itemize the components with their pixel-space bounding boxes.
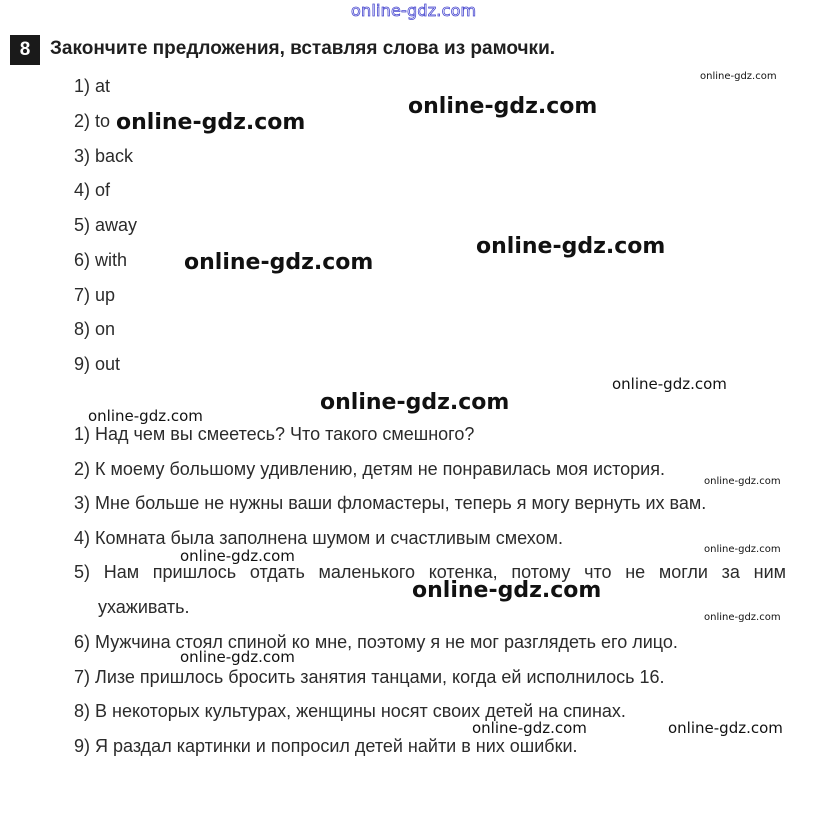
header-watermark: online-gdz.com xyxy=(351,1,477,20)
sentence-item: 6) Мужчина стоял спиной ко мне, поэтому я не мог разглядеть его лицо. xyxy=(74,632,678,652)
watermark: online-gdz.com xyxy=(476,234,666,259)
sentence-item: 4) Комната была заполнена шумом и счастливым смехом. xyxy=(74,527,563,548)
sentence-item: 3) Мне больше не нужны ваши фломастеры, теперь я могу вернуть их вам. xyxy=(74,493,707,513)
sentence-item: 8) В некоторых культурах, женщины носят своих детей на спинах. xyxy=(74,701,626,721)
watermark: online-gdz.com xyxy=(180,648,295,666)
watermark: online-gdz.com xyxy=(704,612,781,623)
watermark: online-gdz.com xyxy=(700,71,777,82)
word-item: 8) on xyxy=(74,319,116,340)
sentence-item: 2) К моему большому удивлению, детям не понравилась моя история. xyxy=(74,458,665,479)
watermark: online-gdz.com xyxy=(412,578,602,603)
word-item: 1) at xyxy=(74,76,111,96)
word-item: 5) away xyxy=(74,215,138,235)
watermark: online-gdz.com xyxy=(472,719,587,737)
sentence-item: 5) Нам пришлось отдать маленького котенка, потому что не могли за ним ухаживать. xyxy=(74,562,786,617)
sentence-item: 9) Я раздал картинки и попросил детей найти в них ошибки. xyxy=(74,735,578,756)
word-item: 4) of xyxy=(74,180,111,201)
watermark: online-gdz.com xyxy=(180,547,295,565)
sentence-item: 1) Над чем вы смеетесь? Что такого смешного? xyxy=(74,424,475,444)
word-item: 6) with xyxy=(74,249,128,270)
watermark: online-gdz.com xyxy=(704,544,781,555)
watermark: online-gdz.com xyxy=(668,719,783,737)
task-title: Закончите предложения, вставляя слова из рамочки. xyxy=(50,38,556,59)
watermark: online-gdz.com xyxy=(116,110,306,135)
watermark: online-gdz.com xyxy=(704,476,781,487)
watermark: online-gdz.com xyxy=(88,407,203,425)
word-item: 3) back xyxy=(74,145,134,166)
word-item: 9) out xyxy=(74,354,121,374)
word-item: 7) up xyxy=(74,284,116,305)
watermark: online-gdz.com xyxy=(408,94,598,119)
task-number-badge: 8 xyxy=(10,35,40,65)
word-item: 2) to xyxy=(74,110,111,131)
sentence-item: 7) Лизе пришлось бросить занятия танцами, когда ей исполнилось 16. xyxy=(74,666,665,687)
watermark: online-gdz.com xyxy=(320,390,510,415)
watermark: online-gdz.com xyxy=(184,250,374,275)
watermark: online-gdz.com xyxy=(612,375,727,393)
